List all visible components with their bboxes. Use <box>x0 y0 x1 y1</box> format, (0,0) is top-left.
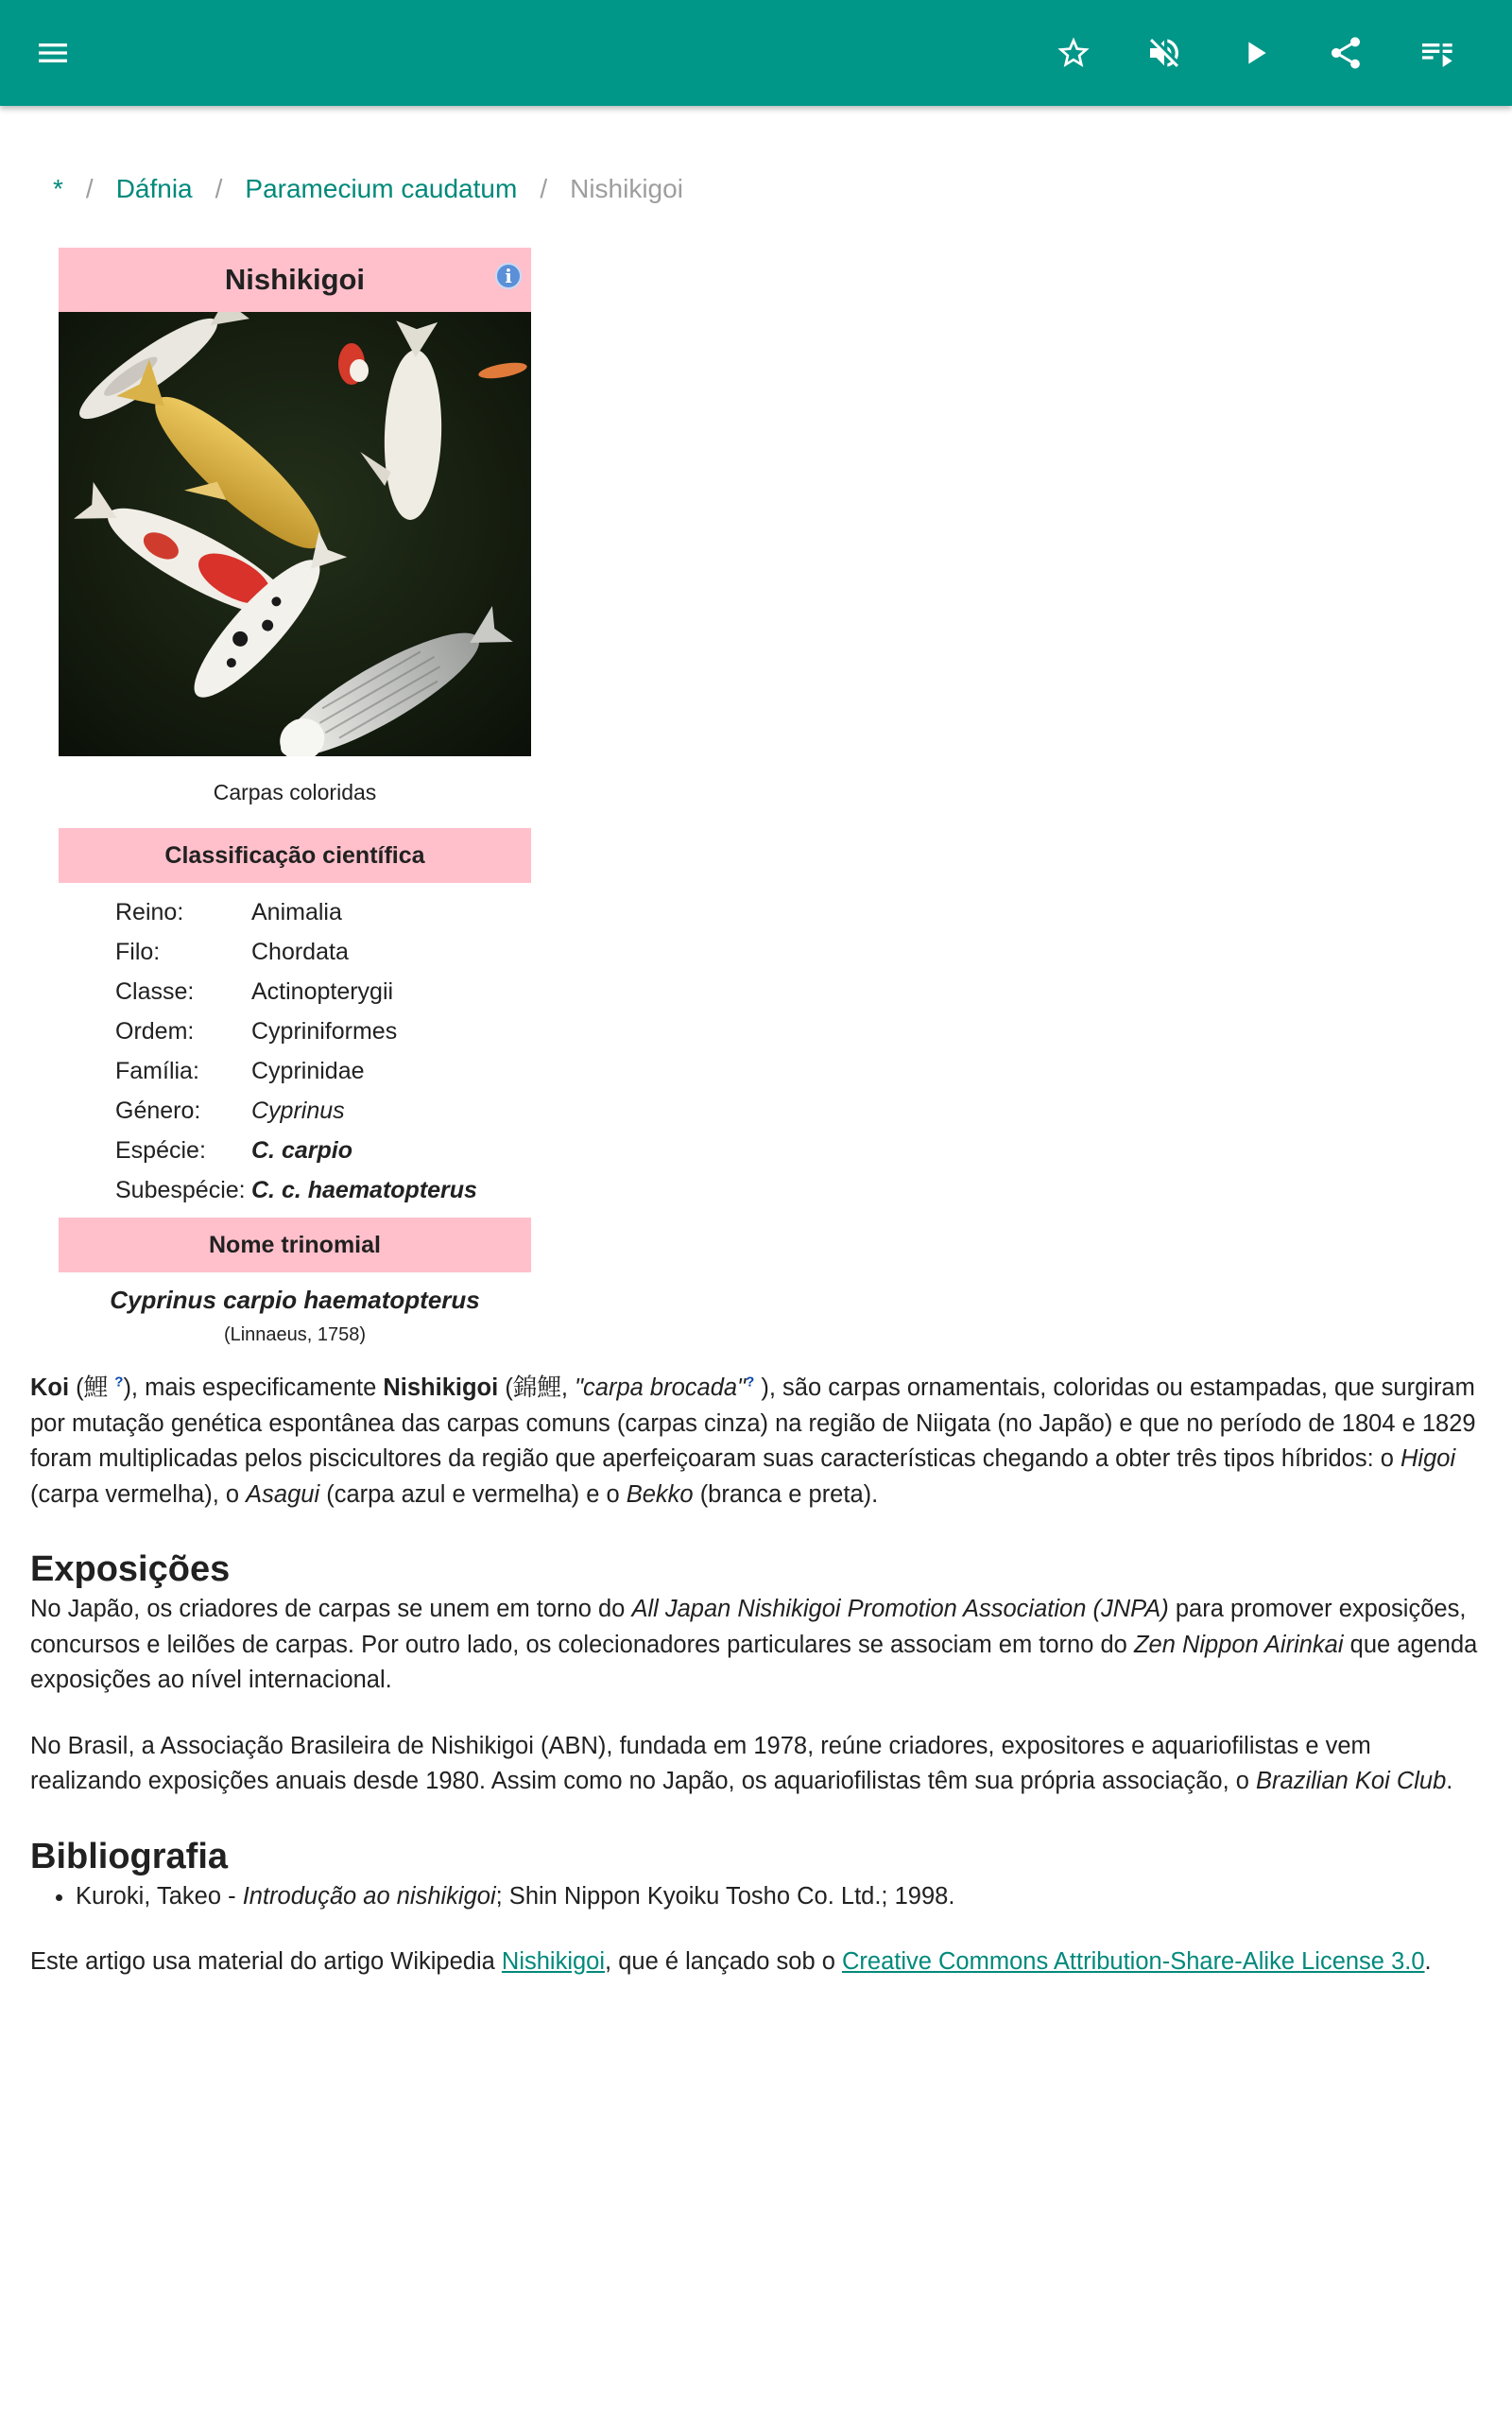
paragraph-text: No Japão, os criadores de carpas se unem em torno do <box>30 1596 632 1622</box>
star-outline-icon[interactable] <box>1043 23 1104 83</box>
link-nishikigoi[interactable]: Nishikigoi <box>501 1948 606 1975</box>
term-carpa-brocada: "carpa brocada" <box>574 1374 747 1401</box>
breadcrumb <box>53 170 683 208</box>
paragraph-text: que agenda exposições ao nível internacional. <box>30 1631 1478 1693</box>
row-value: C. c. haematopterus <box>251 1176 477 1203</box>
row-value[interactable]: Cyprinus <box>251 1097 345 1124</box>
license-text: Este artigo usa material do artigo Wikipedia <box>30 1948 502 1975</box>
intro-text: (carpa vermelha), o <box>30 1480 247 1508</box>
breadcrumb-item-home[interactable]: * <box>53 174 63 203</box>
term-jnpa: All Japan Nishikigoi Promotion Association (JNPA) <box>631 1596 1169 1622</box>
paragraph-text: para promover exposições, concursos e leilões de carpas. Por outro lado, os colecionadores particulares se associam em torno do <box>30 1596 1467 1658</box>
bibliography-item <box>76 1879 1486 1915</box>
paragraph-text: No Brasil, a Associação Brasileira de Nishikigoi (ABN), fundada em 1978, reúne criadores, expositores e aquariofilistas e vem realizando exposições anuais desde 1980. Assim como no Japão, os aquariofilistas têm sua própria associação, o <box>30 1732 1371 1794</box>
classification-row <box>115 972 531 1011</box>
license-paragraph <box>30 1945 1486 1980</box>
paragraph-gap <box>30 1699 1486 1729</box>
term-zen-nippon: Zen Nippon Airinkai <box>1133 1631 1344 1658</box>
term-higoi: Higoi <box>1400 1445 1456 1472</box>
classification-table <box>59 883 531 1218</box>
paragraph-text: . <box>1446 1768 1453 1794</box>
exposicoes-paragraph-2 <box>30 1729 1486 1800</box>
row-label: Reino: <box>115 898 184 925</box>
menu-icon[interactable] <box>23 23 83 83</box>
intro-paragraph: Koi (鯉 ?), mais especificamente Nishikigoi (錦鯉, "carpa brocada"? ), são carpas ornamentais, coloridas ou estampadas, que surgiram por mutação genética espontânea das carpas comuns (carpas cinza) na região de Niigata (no Japão) e que no período de 1804 e 1829 foram multiplicadas pelos piscicultores da região que aperfeiçoaram suas características chegando a obter três tipos híbridos: o Higoi (carpa vermelha), o Asagui (carpa azul e vermelha) e o Bekko (branca e preta). <box>30 1374 1476 1508</box>
breadcrumb-separator: / <box>85 174 94 203</box>
row-label: Género: <box>115 1097 201 1124</box>
play-icon[interactable] <box>1225 23 1285 83</box>
term-asagui: Asagui <box>246 1480 320 1508</box>
breadcrumb-current: Nishikigoi <box>570 174 683 203</box>
term-koi: Koi <box>30 1374 70 1401</box>
heading-exposicoes: Exposições <box>30 1549 231 1589</box>
bibliography-list <box>76 1879 1486 1915</box>
playlist-icon[interactable] <box>1406 23 1467 83</box>
trinomial-name: Cyprinus carpio haematopterus <box>110 1286 480 1314</box>
row-value: C. carpio <box>251 1136 352 1164</box>
breadcrumb-item-dafnia[interactable]: Dáfnia <box>115 174 193 203</box>
breadcrumb-separator: / <box>540 174 548 203</box>
license-text: , que é lançado sob o <box>605 1948 842 1975</box>
link-cc-license[interactable]: Creative Commons Attribution-Share-Alike License 3.0 <box>841 1948 1425 1975</box>
classification-row <box>115 1011 531 1051</box>
intro-text: ), mais especificamente <box>123 1374 384 1401</box>
trinomial-header: Nome trinomial <box>59 1218 531 1272</box>
share-icon[interactable] <box>1315 23 1376 83</box>
koi-kanji: 鯉 <box>83 1374 109 1401</box>
trinomial-block <box>59 1272 531 1346</box>
trinomial-author: (Linnaeus, 1758) <box>223 1324 367 1345</box>
bibliography-author: Kuroki, Takeo - <box>76 1882 243 1910</box>
row-label: Subespécie: <box>115 1176 246 1203</box>
row-label: Espécie: <box>115 1136 206 1164</box>
row-value[interactable]: Animalia <box>251 898 342 925</box>
info-icon[interactable]: i <box>495 263 522 289</box>
bibliography-publisher: ; Shin Nippon Kyoiku Tosho Co. Ltd.; 1998. <box>495 1882 955 1910</box>
breadcrumb-separator: / <box>215 174 223 203</box>
row-value[interactable]: Actinopterygii <box>251 977 394 1005</box>
intro-text: (branca e preta). <box>693 1480 879 1508</box>
row-label: Ordem: <box>115 1017 195 1045</box>
nishikigoi-kanji: 錦鯉, <box>512 1374 575 1401</box>
app-bar <box>0 0 1512 106</box>
row-value[interactable]: Cypriniformes <box>251 1017 398 1045</box>
row-label: Classe: <box>115 977 195 1005</box>
row-value[interactable]: Cyprinidae <box>251 1057 365 1084</box>
classification-row <box>115 1051 531 1091</box>
term-bekko: Bekko <box>626 1480 694 1508</box>
volume-off-icon[interactable] <box>1134 23 1194 83</box>
term-brazilian-koi-club: Brazilian Koi Club <box>1256 1768 1447 1794</box>
classification-row <box>115 1131 531 1170</box>
exposicoes-paragraph-1 <box>30 1592 1486 1699</box>
classification-row <box>115 1091 531 1131</box>
image-caption: Carpas coloridas <box>213 780 377 804</box>
row-label: Filo: <box>115 938 161 965</box>
koi-photo[interactable] <box>59 312 531 756</box>
license-text: . <box>1424 1948 1432 1975</box>
pronunciation-help-link[interactable]: ? <box>746 1374 755 1391</box>
classification-header: Classificação científica <box>59 828 531 883</box>
intro-text: (carpa azul e vermelha) e o <box>319 1480 627 1508</box>
infobox <box>59 248 531 1346</box>
paragraph-gap <box>30 1914 1486 1945</box>
breadcrumb-item-paramecium[interactable]: Paramecium caudatum <box>245 174 518 203</box>
infobox-title-text: Nishikigoi <box>224 263 366 296</box>
heading-bibliografia: Bibliografia <box>30 1836 229 1876</box>
bibliography-title: Introdução ao nishikigoi <box>242 1882 496 1910</box>
classification-row <box>115 892 531 932</box>
pronunciation-help-link[interactable]: ? <box>114 1374 124 1391</box>
classification-row <box>115 932 531 972</box>
article-body <box>30 1371 1486 1980</box>
classification-row <box>115 1170 531 1210</box>
intro-text: ), são carpas ornamentais, coloridas ou estampadas, que surgiram por mutação genética espontânea das carpas comuns (carpas cinza) na região de Niigata (no Japão) e que no período de 1804 e 1829 foram multiplicadas pelos piscicultores da região que aperfeiçoaram suas características chegando a obter três tipos híbridos: o <box>30 1374 1476 1472</box>
row-value[interactable]: Chordata <box>251 938 349 965</box>
row-label: Família: <box>115 1057 199 1084</box>
term-nishikigoi: Nishikigoi <box>383 1374 499 1401</box>
infobox-title <box>59 248 531 312</box>
